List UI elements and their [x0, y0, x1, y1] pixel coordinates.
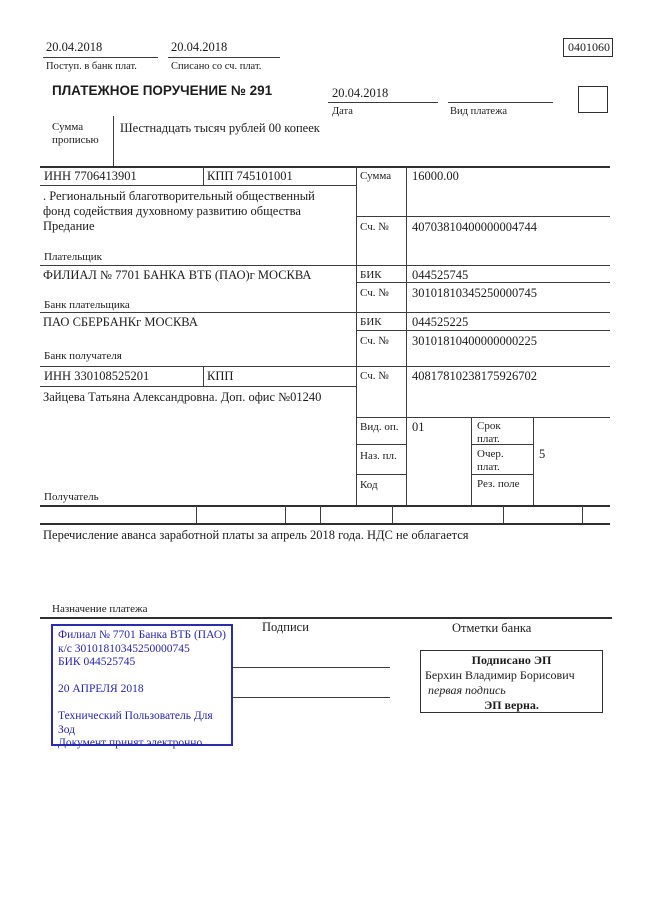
payer-name-line: Предание: [43, 219, 95, 233]
payer-account-value: 40703810400000004744: [412, 220, 537, 234]
table-line: [356, 444, 406, 445]
esign-note: первая подпись: [428, 683, 506, 697]
payer-section-label: Плательщик: [44, 251, 102, 263]
esign-name: Берхин Владимир Борисович: [425, 668, 575, 682]
divider: [168, 57, 280, 58]
table-line: [533, 417, 534, 505]
divider: [43, 57, 158, 58]
payee-section-label: Получатель: [44, 491, 99, 503]
payee-inn: ИНН 330108525201: [44, 369, 150, 383]
signature-line: [233, 697, 390, 698]
bank-stamp-line: БИК 044525745: [58, 656, 136, 668]
reserve-field-label: Рез. поле: [477, 478, 520, 490]
table-line: [40, 366, 610, 367]
payment-purpose-text: Перечисление аванса заработной платы за апрель 2018 года. НДС не облагается: [43, 528, 469, 542]
table-line: [40, 505, 610, 507]
table-line: [285, 505, 286, 523]
table-line: [40, 166, 610, 168]
document-date: 20.04.2018: [332, 86, 389, 100]
table-line: [406, 166, 407, 505]
bank-stamp-line: [58, 697, 226, 711]
date-label: Дата: [332, 106, 353, 117]
table-line: [356, 216, 610, 217]
sum-value: 16000.00: [412, 169, 459, 183]
esign-title: Подписано ЭП: [471, 653, 552, 667]
payee-kpp-label: КПП: [207, 369, 234, 383]
payment-type-label: Вид платежа: [450, 106, 508, 117]
code-label: Код: [360, 479, 378, 491]
table-line: [40, 386, 356, 387]
payer-name-line: . Региональный благотворительный общественный: [43, 189, 315, 203]
amount-in-words-value: Шестнадцать тысяч рублей 00 копеек: [120, 121, 320, 135]
table-line: [392, 505, 393, 523]
table-line: [196, 505, 197, 523]
received-in-bank-label: Поступ. в банк плат.: [46, 61, 137, 72]
payer-bank-bik-value: 044525745: [412, 268, 469, 282]
bank-stamp-line: к/с 30101810345250000745: [58, 642, 190, 655]
table-line: [40, 617, 612, 619]
table-line: [471, 417, 472, 505]
op-type-label: Вид. оп.: [360, 421, 399, 433]
bank-stamp-line: Технический Пользователь Для Зод: [58, 710, 213, 736]
payment-purpose-label: Назначение платежа: [52, 603, 148, 615]
table-line: [203, 366, 204, 386]
table-line: [40, 265, 610, 266]
bank-stamp-line: Филиал № 7701 Банка ВТБ (ПАО): [58, 629, 226, 641]
esign-stamp: [420, 650, 603, 713]
payee-bank-bik-label: БИК: [360, 316, 382, 328]
table-line: [203, 166, 204, 185]
table-line: [356, 282, 610, 283]
table-line: [40, 312, 610, 313]
payee-bank-name: ПАО СБЕРБАНКг МОСКВА: [43, 315, 198, 329]
table-line: [503, 505, 504, 523]
sum-label: Сумма: [360, 170, 392, 182]
payer-bank-bik-label: БИК: [360, 269, 382, 281]
payee-bank-account-label: Сч. №: [360, 335, 389, 347]
bank-stamp-line: 20 АПРЕЛЯ 2018: [58, 683, 144, 695]
payer-bank-account-value: 30101810345250000745: [412, 286, 537, 300]
payment-order-value: 5: [539, 447, 546, 461]
payment-term-label: Срок плат.: [477, 420, 501, 445]
table-line: [356, 330, 610, 331]
payee-bank-section-label: Банк получателя: [44, 350, 122, 362]
amount-in-words-label: Сумма прописью: [52, 121, 99, 146]
payer-bank-name: ФИЛИАЛ № 7701 БАНКА ВТБ (ПАО)г МОСКВА: [43, 268, 312, 282]
debited-date: 20.04.2018: [171, 40, 228, 54]
table-line: [320, 505, 321, 523]
page-title: ПЛАТЕЖНОЕ ПОРУЧЕНИЕ № 291: [52, 83, 273, 98]
table-line: [40, 523, 610, 525]
table-line: [471, 474, 533, 475]
bank-stamp: [51, 624, 233, 749]
table-line: [40, 185, 356, 186]
debited-label: Списано со сч. плат.: [171, 61, 262, 72]
op-type-value: 01: [412, 420, 425, 434]
payee-account-value: 40817810238175926702: [412, 369, 537, 383]
signature-line: [233, 667, 390, 668]
payer-inn: ИНН 7706413901: [44, 169, 137, 183]
table-line: [582, 505, 583, 523]
divider: [448, 102, 553, 103]
form-code: 0401060: [568, 40, 610, 54]
bank-stamp-line: Документ принят электронно: [58, 737, 203, 749]
payment-order-label: Очер. плат.: [477, 448, 504, 473]
payee-account-label: Сч. №: [360, 370, 389, 382]
table-line: [356, 166, 357, 505]
divider: [328, 102, 438, 103]
payment-type-box: [578, 86, 608, 113]
bank-marks-label: Отметки банка: [452, 621, 532, 635]
table-line: [356, 474, 406, 475]
payee-bank-account-value: 30101810400000000225: [412, 334, 537, 348]
payer-account-label: Сч. №: [360, 221, 389, 233]
payee-bank-bik-value: 044525225: [412, 315, 469, 329]
bank-stamp-line: [58, 670, 226, 684]
payer-bank-section-label: Банк плательщика: [44, 299, 130, 311]
signatures-label: Подписи: [262, 620, 309, 634]
payer-kpp: КПП 745101001: [207, 169, 293, 183]
payer-name-line: фонд содействия духовному развитию общества: [43, 204, 301, 218]
form-code-box: [563, 38, 613, 57]
divider: [113, 116, 114, 166]
received-in-bank-date: 20.04.2018: [46, 40, 103, 54]
payer-bank-account-label: Сч. №: [360, 287, 389, 299]
table-line: [356, 417, 610, 418]
payee-name: Зайцева Татьяна Александровна. Доп. офис №01240: [43, 390, 322, 404]
purpose-code-label: Наз. пл.: [360, 450, 397, 462]
esign-verified: ЭП верна.: [484, 698, 539, 712]
